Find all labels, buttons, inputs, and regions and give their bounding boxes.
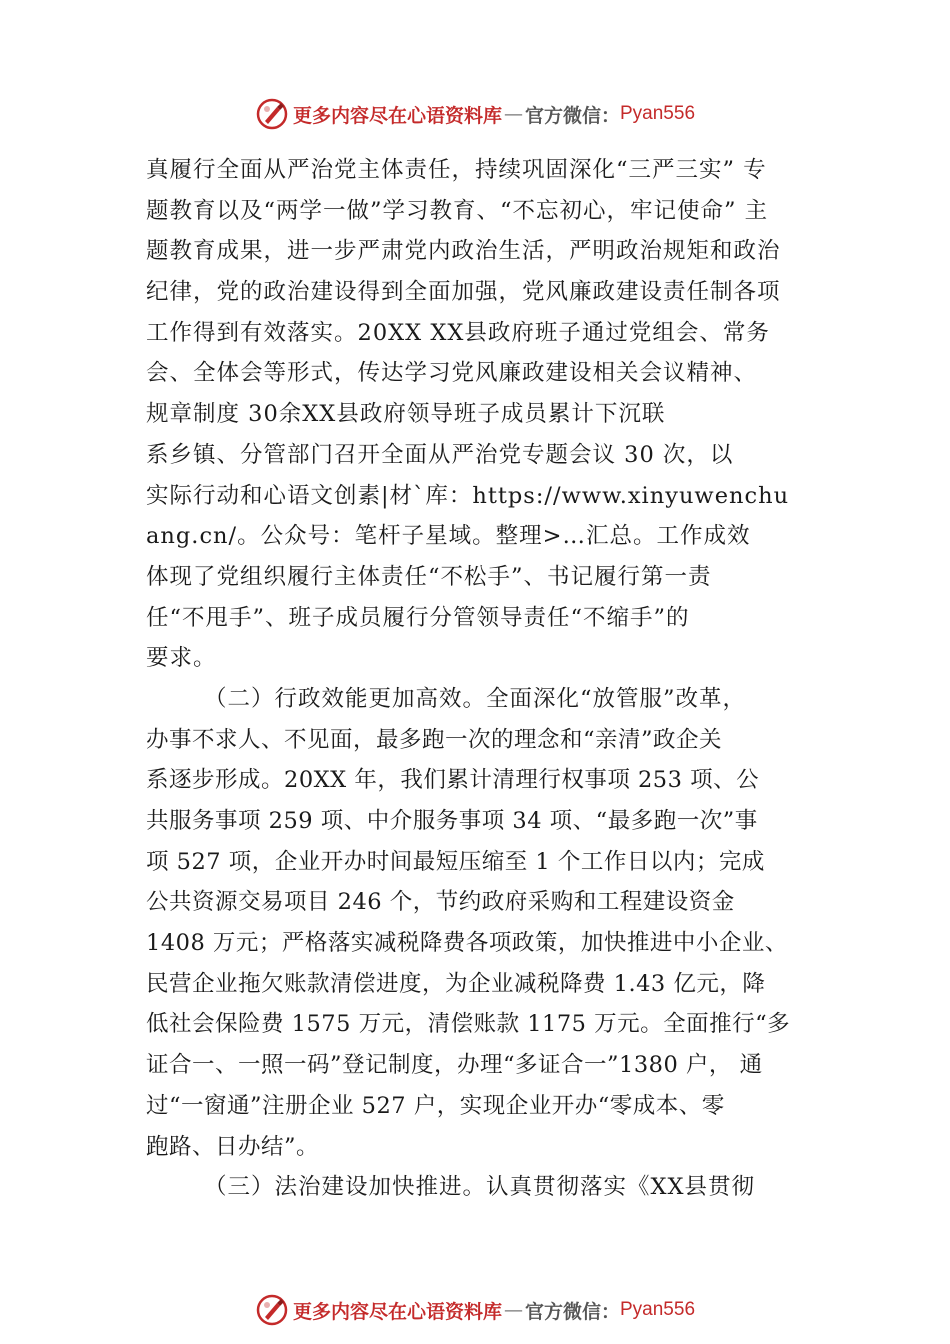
- banner-wechat-label: 官方微信：: [524, 1300, 620, 1323]
- text-line: 过“一窗通”注册企业 527 户，实现企业开办“零成本、零: [146, 1092, 725, 1119]
- text-line: 民营企业拖欠账款清偿进度，为企业减税降费 1.43 亿元，降: [146, 970, 766, 997]
- text-line: 证合一、一照一码”登记制度，办理“多证合一”1380 户， 通: [146, 1052, 763, 1079]
- logo-icon: [255, 97, 289, 131]
- paragraph-1: [146, 150, 846, 679]
- banner-wechat-label: 官方微信：: [524, 104, 620, 127]
- text-line: 1408 万元；严格落实减税降费各项政策，加快推进中小企业、: [146, 930, 788, 957]
- text-line: 系乡镇、分管部门召开全面从严治党专题会议 30 次，以: [146, 441, 734, 468]
- text-line: 公共资源交易项目 246 个，节约政府采购和工程建设资金: [146, 889, 735, 916]
- text-line: 低社会保险费 1575 万元，清偿账款 1175 万元。全面推行“多: [146, 1011, 791, 1038]
- header-banner: [0, 94, 950, 134]
- text-line: 规章制度 30余XX县政府领导班子成员累计下沉联: [146, 401, 666, 428]
- banner-separator: —: [503, 1299, 523, 1321]
- text-line: 纪律，党的政治建设得到全面加强，党风廉政建设责任制各项: [146, 279, 781, 306]
- text-line: 题教育成果，进一步严肃党内政治生活，严明政治规矩和政治: [146, 238, 781, 265]
- text-line: 系逐步形成。20XX 年，我们累计清理行权事项 253 项、公: [146, 767, 760, 794]
- text-line: 要求。: [146, 645, 217, 672]
- text-line: 真履行全面从严治党主体责任，持续巩固深化“三严三实” 专: [146, 157, 767, 183]
- section-heading-line: （二）行政效能更加高效。全面深化“放管服”改革，: [204, 685, 747, 712]
- banner-wechat-id: Pyan556: [620, 103, 696, 124]
- paragraph-3: [146, 1167, 846, 1208]
- text-line: 项 527 项，企业开办时间最短压缩至 1 个工作日以内；完成: [146, 848, 765, 875]
- text-line: 体现了党组织履行主体责任“不松手”、书记履行第一责: [146, 563, 712, 590]
- text-line: 办事不求人、不见面，最多跑一次的理念和“亲清”政企关: [146, 726, 723, 753]
- banner-separator: —: [503, 103, 523, 125]
- text-line: 任“不甩手”、班子成员履行分管领导责任“不缩手”的: [146, 604, 690, 631]
- text-line: 跑路、日办结”。: [146, 1133, 320, 1160]
- section-heading-line: （三）法治建设加快推进。认真贯彻落实《XX县贯彻: [204, 1174, 756, 1201]
- text-line: 会、全体会等形式，传达学习党风廉政建设相关会议精神、: [146, 360, 758, 387]
- banner-wechat-id: Pyan556: [620, 1299, 696, 1320]
- text-line: 题教育以及“两学一做”学习教育、“不忘初心，牢记使命” 主: [146, 197, 769, 224]
- document-body: [146, 150, 846, 1208]
- footer-banner: [0, 1290, 950, 1330]
- logo-icon: [255, 1293, 289, 1327]
- banner-main-text: 更多内容尽在心语资料库: [292, 104, 502, 127]
- text-line: 实际行动和心语文创素|材`库：https://www.xinyuwenchu: [146, 482, 790, 509]
- paragraph-2: [146, 679, 846, 1167]
- text-line: 共服务事项 259 项、中介服务事项 34 项、“最多跑一次”事: [146, 808, 758, 834]
- text-line: 工作得到有效落实。20XX XX县政府班子通过党组会、常务: [146, 319, 770, 346]
- text-line: ang.cn/。公众号：笔杆子星域。整理>…汇总。工作成效: [146, 523, 751, 550]
- banner-main-text: 更多内容尽在心语资料库: [292, 1300, 502, 1323]
